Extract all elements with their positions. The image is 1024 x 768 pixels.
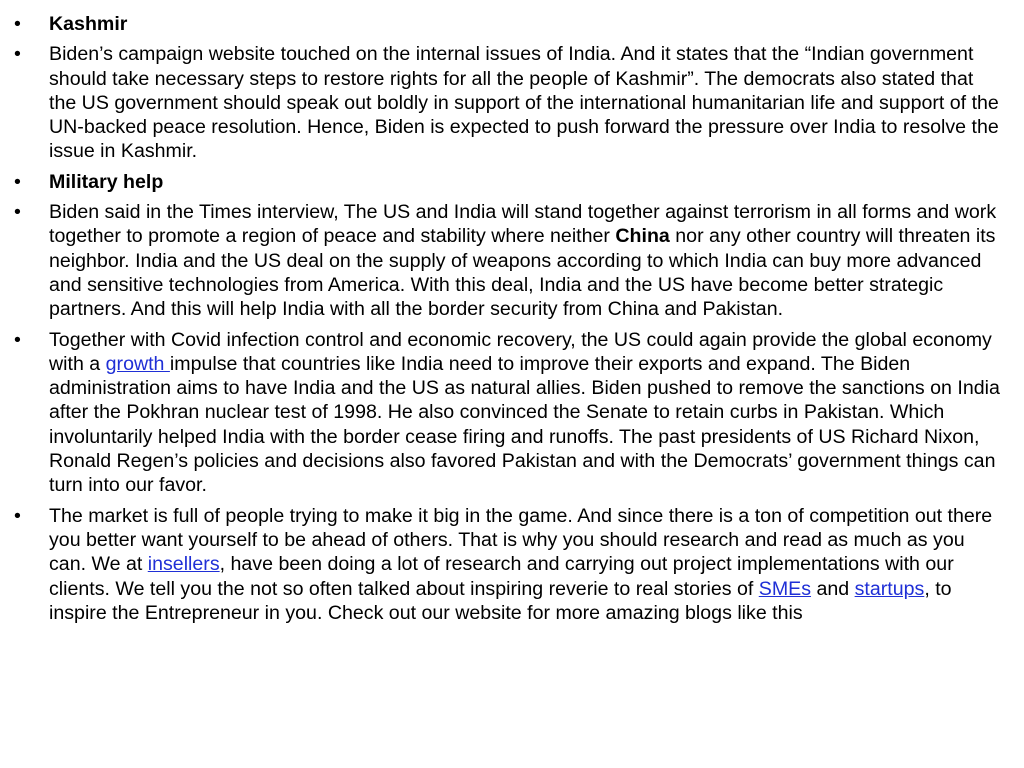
growth-link[interactable]: growth: [105, 352, 170, 375]
bullet-item-kashmir-heading: [12, 12, 1004, 36]
bullet-item-military-text: [12, 200, 1004, 321]
insellers-link[interactable]: insellers: [147, 553, 220, 576]
paragraph-economy-part-a: Together with Covid infection control and economic recovery, the US could again provide the global economy with a: [49, 328, 992, 375]
smes-link[interactable]: SMEs: [758, 577, 812, 600]
paragraph-military-part-a: Biden said in the Times interview, The US and India will stand together against terrorism in all forms and work together to promote a region of peace and stability where neither: [49, 201, 997, 248]
bullet-item-economy-text: [12, 328, 1004, 498]
bullet-item-kashmir-text: [12, 42, 1004, 163]
paragraph-military-part-b: nor any other country will threaten its neighbor. India and the US deal on the supply of weapons according to which India can buy more advanced and sensitive technologies from America. With this deal, India and the US have become better strategic partners. And this will help India with all the border security from China and Pakistan.: [49, 225, 996, 321]
paragraph-market-part-a: The market is full of people trying to make it big in the game. And since there is a ton of competition out there you better want yourself to be ahead of others. That is why you should research and read as much as you can. We at: [49, 504, 993, 576]
bold-china: China: [615, 225, 670, 248]
paragraph-market-part-c: and: [811, 577, 855, 600]
paragraph-market-part-b: , have been doing a lot of research and carrying out project implementations with our clients. We tell you the not so often talked about inspiring reverie to real stories of: [49, 553, 954, 600]
heading-military-help: Military help: [49, 170, 164, 193]
paragraph-market-part-d: , to inspire the Entrepreneur in you. Check out our website for more amazing blogs like this: [49, 577, 952, 624]
bullet-item-military-heading: [12, 170, 1004, 194]
paragraph-economy-part-b: impulse that countries like India need to improve their exports and expand. The Biden administration aims to have India and the US as natural allies. Biden pushed to remove the sanctions on India after the Pokhran nuclear test of 1998. He also convinced the Senate to retain curbs in Pakistan. Which involuntarily helped India with the border cease firing and runoffs. The past presidents of US Richard Nixon, Ronald Regen’s policies and decisions also favored Pakistan and with the Democrats’ government things can turn into our favor.: [49, 352, 1000, 497]
paragraph-kashmir: Biden’s campaign website touched on the internal issues of India. And it states that the “Indian government should take necessary steps to restore rights for all the people of Kashmir”. The democrats also stated that the US government should speak out boldly in support of the international humanitarian life and support of the UN-backed peace resolution. Hence, Biden is expected to push forward the pressure over India to resolve the issue in Kashmir.: [49, 43, 999, 163]
bullet-item-market-text: [12, 504, 1004, 625]
bullet-list: [12, 12, 1004, 625]
heading-kashmir: Kashmir: [49, 13, 128, 35]
startups-link[interactable]: startups: [854, 577, 925, 600]
